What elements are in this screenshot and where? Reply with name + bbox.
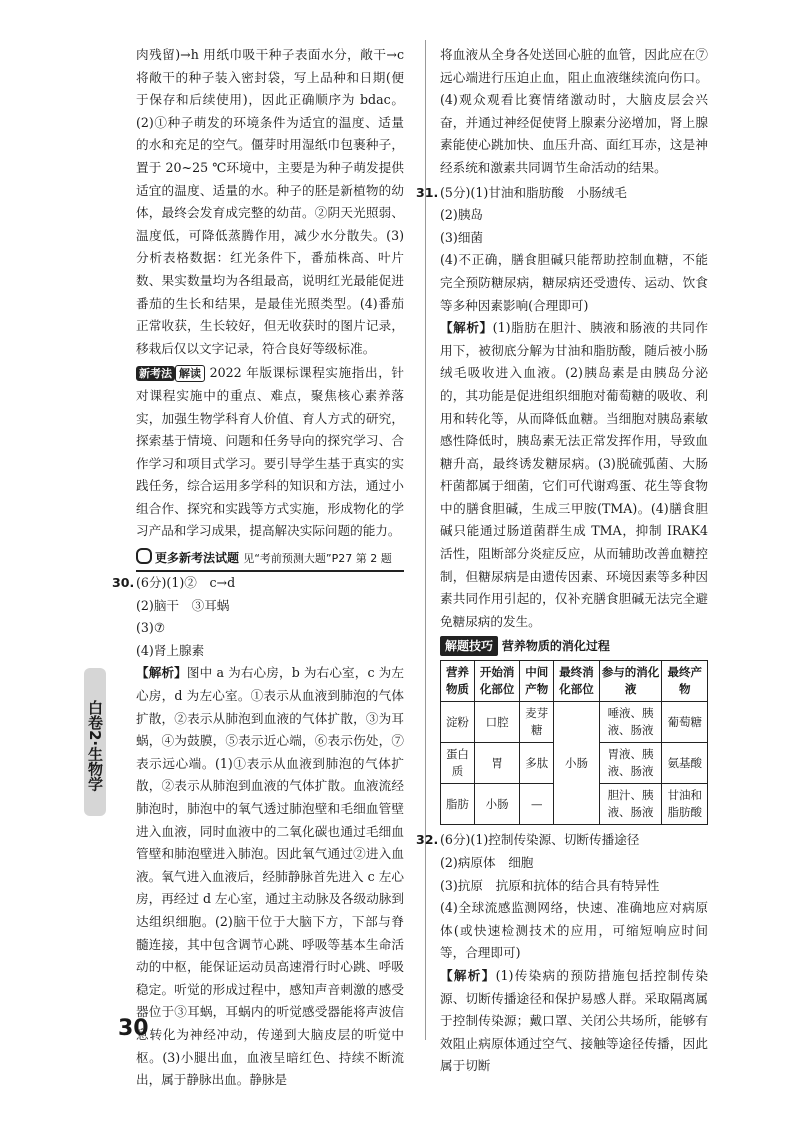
q31-analysis bbox=[440, 317, 708, 633]
table-header: 开始消化部位 bbox=[474, 661, 519, 702]
table-cell: 口腔 bbox=[474, 702, 519, 743]
q32-line-1 bbox=[416, 829, 708, 852]
q30-analysis bbox=[136, 662, 404, 1091]
table-cell: 胃液、胰液、肠液 bbox=[599, 743, 662, 784]
new-test-note bbox=[136, 362, 404, 543]
table-header: 中间产物 bbox=[520, 661, 554, 702]
table-cell: 小肠 bbox=[474, 784, 519, 825]
q30-analysis-text: 图中 a 为右心房，b 为右心室，c 为左心房，d 为左心室。①表示从血液到肺泡的气体扩散，②表示从肺泡到血液的气体扩散，③为耳蜗，④为鼓膜，⑤表示近心端，⑥表示伤处，⑦表示远心端。(1)①表示从血液到肺泡的气体扩散，②表示从肺泡到血液的气体扩散。血液流经肺泡时，肺泡中的氧气透过肺泡壁和毛细血管壁进入血液，同时血液中的二氧化碳也通过毛细血管壁和肺泡壁进入肺泡。因此氧气通过②进入血液。氧气进入血液后，经肺静脉首先进入 c 左心房，再经过 d 左心室，通过主动脉及各级动脉到达组织细胞。(2)脑干位于大脑下方，下部与脊髓连接，其中包含调节心跳、呼吸等基本生命活动的中枢，能保证运动员高速滑行时心跳、呼吸稳定。听觉的形成过程中，感知声音刺激的感受器位于③耳蜗，耳蜗内的听觉感受器能将声波信息转化为神经冲动，传递到大脑皮层的听觉中枢。(3)小腿出血，血液呈暗红色、持续不断流出，属于静脉出血。静脉是 bbox=[136, 665, 405, 1088]
table-cell: 唾液、胰液、肠液 bbox=[599, 702, 662, 743]
continued-text: 将血液从全身各处送回心脏的血管，因此应在⑦远心端进行压迫止血，阻止血液继续流向伤口。(4)观众观看比赛情绪激动时，大脑皮层会兴奋，并通过神经促使肾上腺素分泌增加，肾上腺素能使心跳加快、血压升高、面红耳赤，这是神经系统和激素共同调节生命活动的结果。 bbox=[440, 47, 708, 175]
right-column bbox=[416, 44, 709, 1078]
page-number: 30 bbox=[118, 1016, 149, 1041]
q31-answer-1: (5分)(1)甘油和脂肪酸 小肠绒毛 bbox=[440, 184, 627, 200]
new-test-badge: 新考法 bbox=[136, 366, 175, 381]
q32-answer-2: (2)病原体 细胞 bbox=[440, 855, 534, 871]
tips-tag: 解题技巧 bbox=[440, 636, 498, 656]
q32-analysis-text: (1)传染病的预防措施包括控制传染源、切断传播途径和保护易感人群。采取隔离属于控制传染源；戴口罩、关闭公共场所，能够有效阻止病原体通过空气、接触等途径传播，因此属于切断 bbox=[440, 968, 708, 1074]
analysis-label: 【解析】 bbox=[440, 968, 496, 983]
tips-title: 营养物质的消化过程 bbox=[501, 639, 610, 654]
table-cell: 葡萄糖 bbox=[662, 702, 708, 743]
q31-answer-2: (2)胰岛 bbox=[440, 207, 484, 223]
table-header-row bbox=[441, 661, 708, 702]
q30-answer-2: (2)脑干 ③耳蜗 bbox=[136, 597, 230, 613]
link-icon bbox=[136, 548, 152, 564]
table-cell: 氨基酸 bbox=[662, 743, 708, 784]
q31-line-1 bbox=[416, 182, 708, 205]
more-tests-ref: 见“考前预测大题”P27 第 2 题 bbox=[243, 552, 392, 566]
q30-answer-1: (6分)(1)② c→d bbox=[136, 575, 236, 591]
table-cell: 多肽 bbox=[520, 743, 554, 784]
q30-answer-3: (3)⑦ bbox=[136, 620, 166, 636]
new-test-text: 2022 年版课标课程实施指出，针对课程实施中的重点、难点，聚焦核心素养落实，加强生物学科育人价值、育人方式的研究，探索基于情境、问题和任务导向的探究学习、合作学习和项目式学习。要引导学生基于真实的实践任务，综合运用多学科的知识和方法，通过小组合作、探究和实践等方式实施，形成物化的学习产品和学习成果，提高解决实际问题的能力。 bbox=[136, 365, 404, 539]
tips-header bbox=[440, 636, 708, 656]
table-header: 参与的消化液 bbox=[599, 661, 662, 702]
table-cell: 麦芽糖 bbox=[520, 702, 554, 743]
analysis-label: 【解析】 bbox=[136, 665, 187, 681]
q32-number: 32. bbox=[416, 832, 439, 848]
table-cell-final-site: 小肠 bbox=[554, 702, 599, 825]
more-tests-label: 更多新考法试题 bbox=[155, 551, 240, 566]
table-cell: — bbox=[520, 784, 554, 825]
table-header: 最终消化部位 bbox=[554, 661, 599, 702]
side-tab: 白卷2·生物学 bbox=[84, 668, 106, 816]
table-row bbox=[441, 702, 708, 743]
q32-answer-3: (3)抗原 抗原和抗体的结合具有特异性 bbox=[440, 877, 660, 893]
q30-answer-4: (4)肾上腺素 bbox=[136, 642, 205, 658]
table-cell: 胆汁、胰液、肠液 bbox=[599, 784, 662, 825]
explain-badge: 解读 bbox=[175, 365, 205, 382]
analysis-label: 【解析】 bbox=[440, 320, 493, 336]
q32-answer-1: (6分)(1)控制传染源、切断传播途径 bbox=[440, 832, 640, 848]
table-cell: 脂肪 bbox=[441, 784, 475, 825]
answer-text: 肉残留)→h 用纸巾吸干种子表面水分，敞干→c 将敞干的种子装入密封袋，写上品种和日期(便于保存和后续使用)，因此正确顺序为 bdac。(2)①种子萌发的环境条件为适宜的温度、适量的水和充足的空气。僵芽时用湿纸巾包裹种子，置于 20~25 ℃环境中，主要是为种子萌发提供适宜的温度、适量的水。种子的胚是新植物的幼体，最终会发育成完整的幼苗。②阴天光照弱、温度低，可降低蒸腾作用，减少水分散失。(3)分析表格数据：红光条件下，番茄株高、叶片数、果实数量均为各组最高，说明红光最能促进番茄的生长和结果，是最佳光照类型。(4)番茄正常收获，生长较好，但无收获时的图片记录，移栽后仅以文字记录，符合良好等级标准。 bbox=[136, 47, 404, 356]
q32-answer-4: (4)全球流感监测网络，快速、准确地应对病原体(或快速检测技术的应用，可缩短响应时间等，合理即可) bbox=[440, 900, 708, 961]
table-header: 最终产物 bbox=[662, 661, 708, 702]
table-cell: 淀粉 bbox=[441, 702, 475, 743]
q31-analysis-text: (1)脂肪在胆汁、胰液和肠液的共同作用下，被彻底分解为甘油和脂肪酸，随后被小肠绒毛吸收进入血液。(2)胰岛素是由胰岛分泌的，其功能是促进组织细胞对葡萄糖的吸收、利用和转化等，从而降低血糖。当细胞对胰岛素敏感性降低时，胰岛素无法正常发挥作用，导致血糖升高，最终诱发糖尿病。(3)脱硫弧菌、大肠杆菌都属于细菌，它们可代谢鸡蛋、花生等食物中的膳食胆碱，生成三甲胺(TMA)。(4)膳食胆碱只能通过肠道菌群生成 TMA，抑制 IRAK4 活性，阻断部分炎症反应，从而辅助改善血糖控制，但糖尿病是由遗传因素、环境因素等多种因素共同作用引起的，仅补充膳食胆碱无法完全避免糖尿病的发生。 bbox=[440, 320, 709, 629]
table-cell: 蛋白质 bbox=[441, 743, 475, 784]
digestion-table bbox=[440, 660, 708, 825]
q31-answer-4: (4)不正确，膳食胆碱只能帮助控制血糖，不能完全预防糖尿病，糖尿病还受遗传、运动、饮食等多种因素影响(合理即可) bbox=[440, 252, 708, 313]
left-column bbox=[112, 44, 405, 1092]
q30-line-1 bbox=[112, 572, 404, 595]
q31-answer-3: (3)细菌 bbox=[440, 229, 484, 245]
more-tests-link bbox=[136, 547, 404, 572]
table-cell: 胃 bbox=[474, 743, 519, 784]
q32-analysis bbox=[440, 965, 708, 1078]
q30-number: 30. bbox=[112, 575, 135, 591]
table-header: 营养物质 bbox=[441, 661, 475, 702]
q31-number: 31. bbox=[416, 184, 439, 200]
table-cell: 甘油和脂肪酸 bbox=[662, 784, 708, 825]
